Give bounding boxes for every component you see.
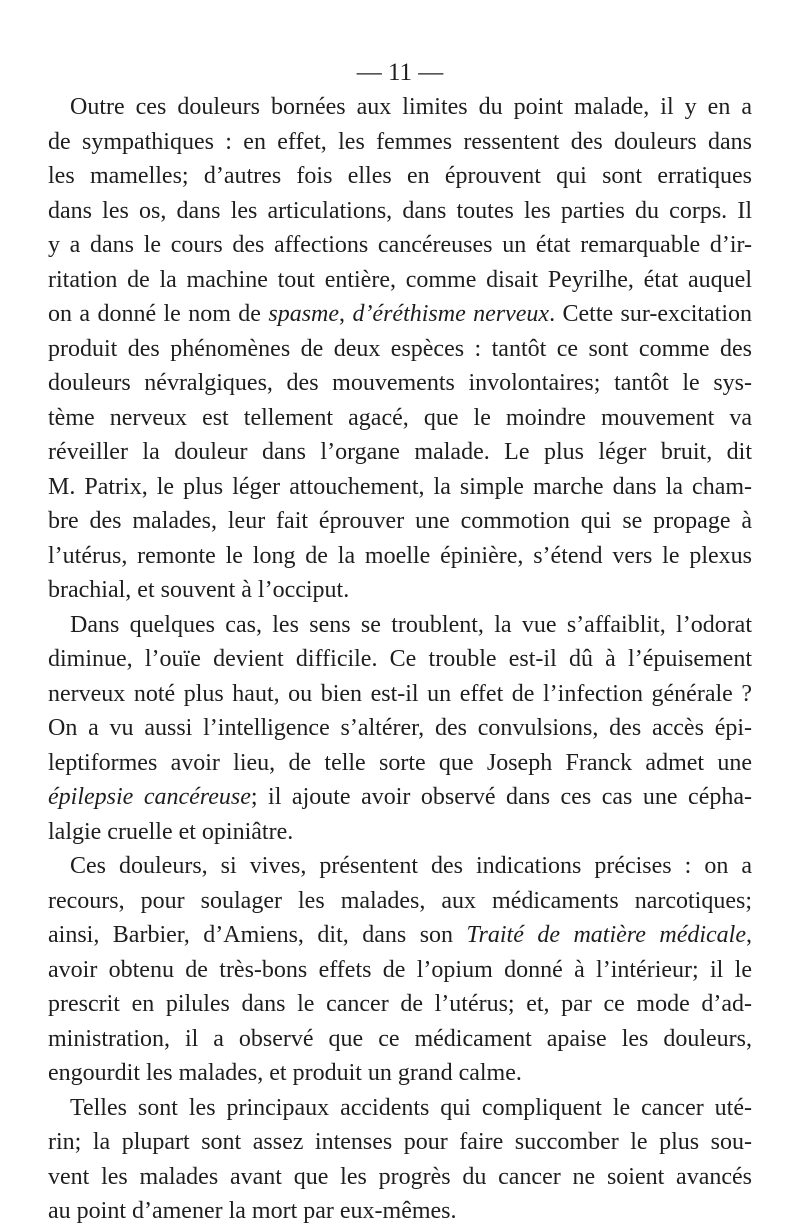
- text-line: M. Patrix, le plus léger attouchement, la simple marche dans la cham-: [48, 473, 752, 500]
- body-text: [48, 90, 752, 1229]
- text-line: l’utérus, remonte le long de la moelle épinière, s’étend vers le plexus: [48, 542, 752, 569]
- text-line: diminue, l’ouïe devient difficile. Ce trouble est-il dû à l’épuisement: [48, 646, 752, 672]
- text-line: On a vu aussi l’intelligence s’altérer, des convulsions, des accès épi-: [48, 715, 752, 741]
- paragraph: [48, 608, 752, 850]
- text-line: avoir obtenu de très-bons effets de l’opium donné à l’intérieur; il le: [48, 956, 752, 983]
- text-line: tème nerveux est tellement agacé, que le moindre mouvement va: [48, 404, 752, 431]
- text-line: de sympathiques : en effet, les femmes ressentent des douleurs dans: [48, 128, 752, 155]
- text-line: produit des phénomènes de deux espèces : tantôt ce sont comme des: [48, 335, 752, 362]
- text-line: ainsi, Barbier, d’Amiens, dit, dans son Traité de matière médicale,: [48, 922, 752, 948]
- text-line: Outre ces douleurs bornées aux limites du point malade, il y en a: [70, 94, 752, 120]
- paragraph: [48, 90, 752, 608]
- paragraph: [48, 849, 752, 1091]
- paragraph: [48, 1091, 752, 1229]
- text-line: au point d’amener la mort par eux-mêmes.: [48, 1198, 457, 1224]
- text-line: vent les malades avant que les progrès du cancer ne soient avancés: [48, 1163, 752, 1190]
- text-line: Dans quelques cas, les sens se troublent, la vue s’affaiblit, l’odorat: [70, 611, 752, 638]
- text-line: réveiller la douleur dans l’organe malade. Le plus léger bruit, dit: [48, 439, 752, 465]
- text-line: dans les os, dans les articulations, dans toutes les parties du corps. Il: [48, 197, 752, 224]
- text-line: brachial, et souvent à l’occiput.: [48, 577, 350, 603]
- text-line: Telles sont les principaux accidents qui compliquent le cancer uté-: [70, 1094, 752, 1121]
- text-line: douleurs névralgiques, des mouvements involontaires; tantôt le sys-: [48, 370, 752, 396]
- text-line: lalgie cruelle et opiniâtre.: [48, 818, 294, 845]
- text-line: nerveux noté plus haut, ou bien est-il un effet de l’infection générale ?: [48, 680, 752, 707]
- text-line: rin; la plupart sont assez intenses pour faire succomber le plus sou-: [48, 1129, 752, 1155]
- text-line: engourdit les malades, et produit un grand calme.: [48, 1060, 522, 1086]
- text-line: ministration, il a observé que ce médicament apaise les douleurs,: [48, 1025, 752, 1052]
- text-line: épilepsie cancéreuse; il ajoute avoir observé dans ces cas une cépha-: [48, 784, 752, 810]
- text-line: prescrit en pilules dans le cancer de l’utérus; et, par ce mode d’ad-: [48, 991, 752, 1017]
- text-line: y a dans le cours des affections cancéreuses un état remarquable d’ir-: [48, 232, 752, 258]
- text-line: ritation de la machine tout entière, comme disait Peyrilhe, état auquel: [48, 266, 752, 293]
- text-line: leptiformes avoir lieu, de telle sorte que Joseph Franck admet une: [48, 749, 752, 776]
- text-line: les mamelles; d’autres fois elles en éprouvent qui sont erratiques: [48, 163, 752, 189]
- text-line: on a donné le nom de spasme, d’éréthisme nerveux. Cette sur-excitation: [48, 301, 752, 327]
- text-line: recours, pour soulager les malades, aux médicaments narcotiques;: [48, 887, 752, 914]
- page-number: — 11 —: [356, 59, 444, 86]
- text-line: bre des malades, leur fait éprouver une commotion qui se propage à: [48, 508, 752, 534]
- text-line: Ces douleurs, si vives, présentent des indications précises : on a: [70, 853, 752, 879]
